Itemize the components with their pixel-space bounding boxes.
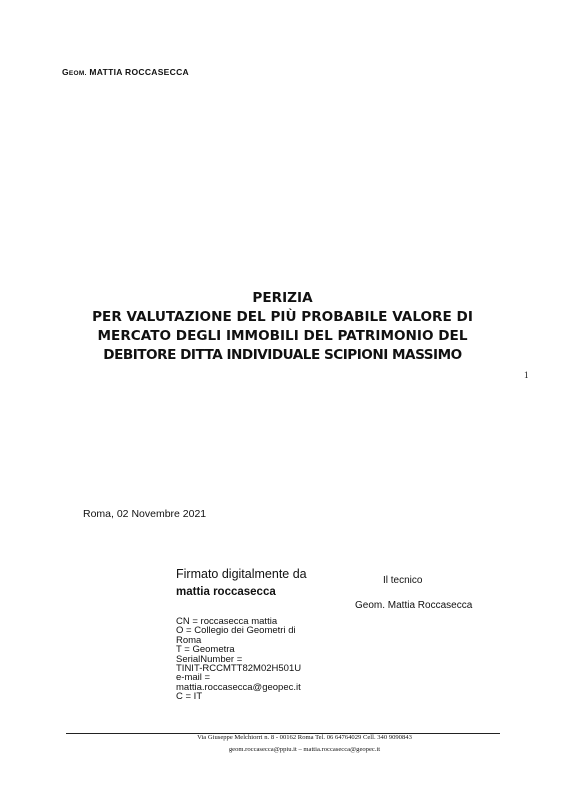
technician-role: Il tecnico: [383, 575, 423, 586]
digital-signature-name: mattia roccasecca: [176, 586, 276, 598]
technician-name: Geom. Mattia Roccasecca: [355, 600, 473, 611]
header-author: [62, 67, 189, 77]
header-author-initial: G: [62, 67, 69, 77]
signature-detail-line: e-mail =: [176, 672, 211, 684]
title-line-1: PERIZIA: [252, 290, 313, 306]
title-line-4: DEBITORE DITTA INDIVIDUALE SCIPIONI MASSIMO: [103, 347, 462, 363]
signature-detail-line: C = IT: [176, 691, 203, 703]
header-author-name: MATTIA ROCCASECCA: [89, 67, 189, 77]
title-line-3: MERCATO DEGLI IMMOBILI DEL PATRIMONIO DEL: [97, 328, 468, 344]
signature-detail-line: Roma: [176, 634, 202, 646]
signature-detail-line: TINIT-RCCMTT82M02H501U: [176, 663, 302, 675]
digital-signature-details: [176, 617, 326, 702]
footer-emails: geom.roccasecca@ppiu.it – mattia.roccasecca@geopec.it: [228, 746, 381, 753]
header-author-prefix: EOM.: [68, 70, 87, 77]
title-line-2: PER VALUTAZIONE DEL PIÙ PROBABILE VALORE DI: [92, 309, 473, 325]
document-title: [60, 289, 505, 365]
page-number: 1: [524, 370, 529, 380]
signature-detail-line: SerialNumber =: [176, 653, 243, 665]
signature-detail-line: O = Collegio dei Geometri di: [176, 625, 296, 637]
signature-detail-line: mattia.roccasecca@geopec.it: [176, 681, 301, 693]
digital-signature-label: Firmato digitalmente da: [176, 567, 307, 581]
date-line: Roma, 02 Novembre 2021: [83, 508, 207, 520]
footer-address: Via Giuseppe Melchiorri n. 8 - 00162 Roma Tel. 06 64764029 Cell. 340 9090843: [197, 734, 412, 741]
signature-detail-line: T = Geometra: [176, 644, 235, 656]
signature-detail-line: CN = roccasecca mattia: [176, 616, 278, 627]
